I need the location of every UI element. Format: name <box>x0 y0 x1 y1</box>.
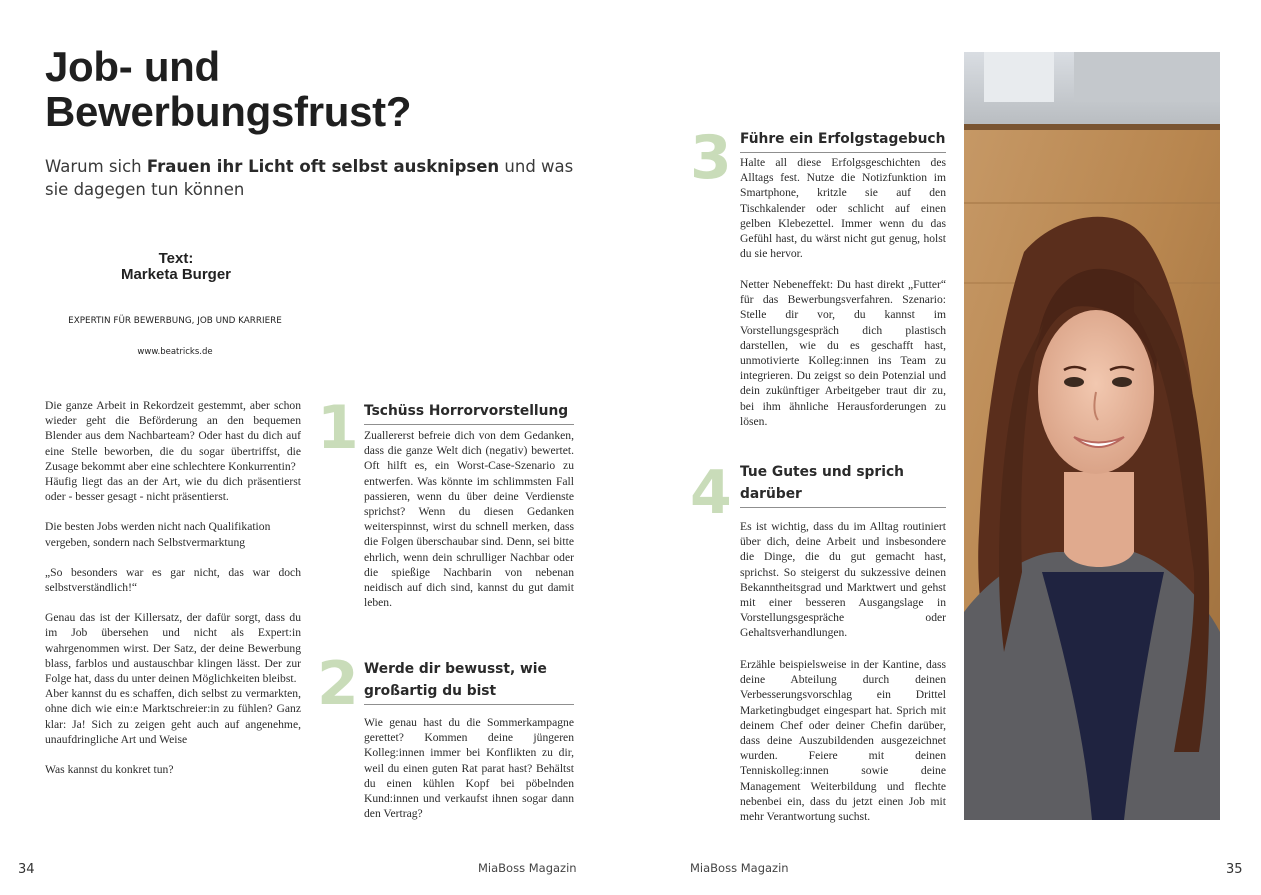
author-role: EXPERTIN FÜR BEWERBUNG, JOB UND KARRIERE <box>68 316 282 326</box>
section-text-3b: Netter Nebeneffekt: Du hast direkt „Futter“ für das Bewerbungsverfahren. Szenario: Stelle dir vor, du kannst im Vorstellungsgespräch dich plastisch darstellen, wie du es geschafft hast, unmotivierte Kolleg:innen ins Team zu integrieren. Du zeigst so dein Potenzial und dein zukünftiger Arbeitgeber traut dir zu, bei ihm ähnliche Herausforderungen zu lösen. <box>740 278 946 428</box>
article-title: Job- und Bewerbungsfrust? <box>45 43 412 135</box>
intro-paragraph: Die ganze Arbeit in Rekordzeit gestemmt, aber schon wieder geht die Beförderung an den bequemen Blender aus dem Nachbarteam? Oder hast du dich auf eine Stelle beworben, die du sogar übertriffst, die Zusage bekommt aber eine schlechtere Konkurrentin? <box>45 399 301 473</box>
section-heading-4: Tue Gutes und sprich darüber <box>740 461 946 508</box>
author-block <box>60 251 292 283</box>
subtitle-highlight: Frauen ihr Licht oft selbst ausknipsen <box>146 157 500 176</box>
section-text-3a: Halte all diese Erfolgsgeschichten des Alltags fest. Nutze die Notizfunktion im Smartphone, kritzle sie auf den Tischkalender oder schlicht auf einen gelben Klebezettel. Immer wenn du das Gefühl hast, du wärst nicht gut genug, holst du sie hervor. <box>740 156 946 261</box>
author-name: Marketa Burger <box>120 266 232 283</box>
section-number-2: 2 <box>317 649 359 719</box>
intro-paragraph: Häufig liegt das an der Art, wie du dich präsentierst oder - besser gesagt - nicht präsentierst. <box>45 475 301 504</box>
page-number-right: 35 <box>1226 862 1243 877</box>
section-text-2: Wie genau hast du die Sommerkampagne gerettet? Kommen deine jüngeren Kolleg:innen immer bei Konflikten zu dir, weil du einen guten Rat parat hast? Behältst du einen kühlen Kopf bei pöbelnden Kund:innen und verkaufst ihnen sogar dann den Vertrag? <box>364 716 574 821</box>
author-website: www.beatricks.de <box>137 347 213 357</box>
author-label: Text: <box>158 250 194 267</box>
intro-paragraph: Genau das ist der Killersatz, der dafür sorgt, dass du im Job übersehen und nicht als Expert:in wahrgenommen wirst. Der Satz, der deine Bewerbung blass, farblos und austauschbar klingen lässt. Der zur Folge hat, dass du unter deinen Möglichkeiten bleibst. <box>45 611 301 686</box>
intro-paragraph: Die besten Jobs werden nicht nach Qualifikation vergeben, sondern nach Selbstvermarktung <box>45 520 271 549</box>
magazine-name-left: MiaBoss Magazin <box>478 861 577 875</box>
portrait-photo <box>964 52 1220 820</box>
page-number-left: 34 <box>18 862 35 877</box>
section-number-1: 1 <box>317 393 359 463</box>
section-text-1: Zuallererst befreie dich von dem Gedanken, dass die ganze Welt dich (negativ) bewertet. Oft hilft es, ein Worst-Case-Szenario zu entwerfen. Was könnte im schlimmsten Fall passieren, wenn du über deine Verdienste sprichst? Wenn du diesen Gedanken weiterspinnst, wirst du schnell merken, dass die Folgen überschaubar sind. Denn, sei bitte ehrlich, wenn dein schrulliger Nachbar oder die spießige Nachbarin von nebenan neidisch auf dich sind, kannst du gut damit leben. <box>364 429 574 610</box>
section-heading-3: Führe ein Erfolgstagebuch <box>740 128 946 153</box>
section-heading-2: Werde dir bewusst, wie großartig du bist <box>364 658 574 705</box>
article-subtitle <box>45 155 585 201</box>
section-number-4: 4 <box>690 458 732 528</box>
subtitle-text-end: und was sie dagegen tun können <box>45 157 574 199</box>
subtitle-text: Warum sich <box>45 157 147 176</box>
intro-column <box>45 398 301 777</box>
intro-quote: „So besonders war es gar nicht, das war doch selbstverständlich!“ <box>45 565 301 595</box>
intro-paragraph: Was kannst du konkret tun? <box>45 763 174 777</box>
section-number-3: 3 <box>690 123 732 193</box>
section-heading-1: Tschüss Horrorvorstellung <box>364 400 574 425</box>
section-text-4b: Erzähle beispielsweise in der Kantine, dass deine Abteilung durch deinen Verbesserungsvorschlag ein Drittel Marketingbudget eingespart hat. Sprich mit deinem Chef oder deiner Chefin darüber, dass deine Auszubildenden ausgezeichnet wurden. Feiere mit deinen Tenniskolleg:innen sowie deine Management Weiterbildung und flechte nebenbei ein, dass du jetzt einen Job mit mehr Verantwortung suchst. <box>740 658 946 824</box>
section-text-4a: Es ist wichtig, dass du im Alltag routiniert über dich, deine Arbeit und insbesondere die Dinge, die du gut gemacht hast, sprichst. So steigerst du sukzessive deinen Bekanntheitsgrad und Marktwert und gehst mit einer besseren Ausgangslage in Vorstellungsgespräche oder Gehaltsverhandlungen. <box>740 520 946 640</box>
intro-paragraph: Aber kannst du es schaffen, dich selbst zu vermarkten, ohne dich wie ein:e Marktschreier:in zu fühlen? Ganz klar: Ja! Sich zu zeigen geht auch auf angenehme, unaufdringliche Art und Weise <box>45 687 301 746</box>
magazine-name-right: MiaBoss Magazin <box>690 861 789 875</box>
